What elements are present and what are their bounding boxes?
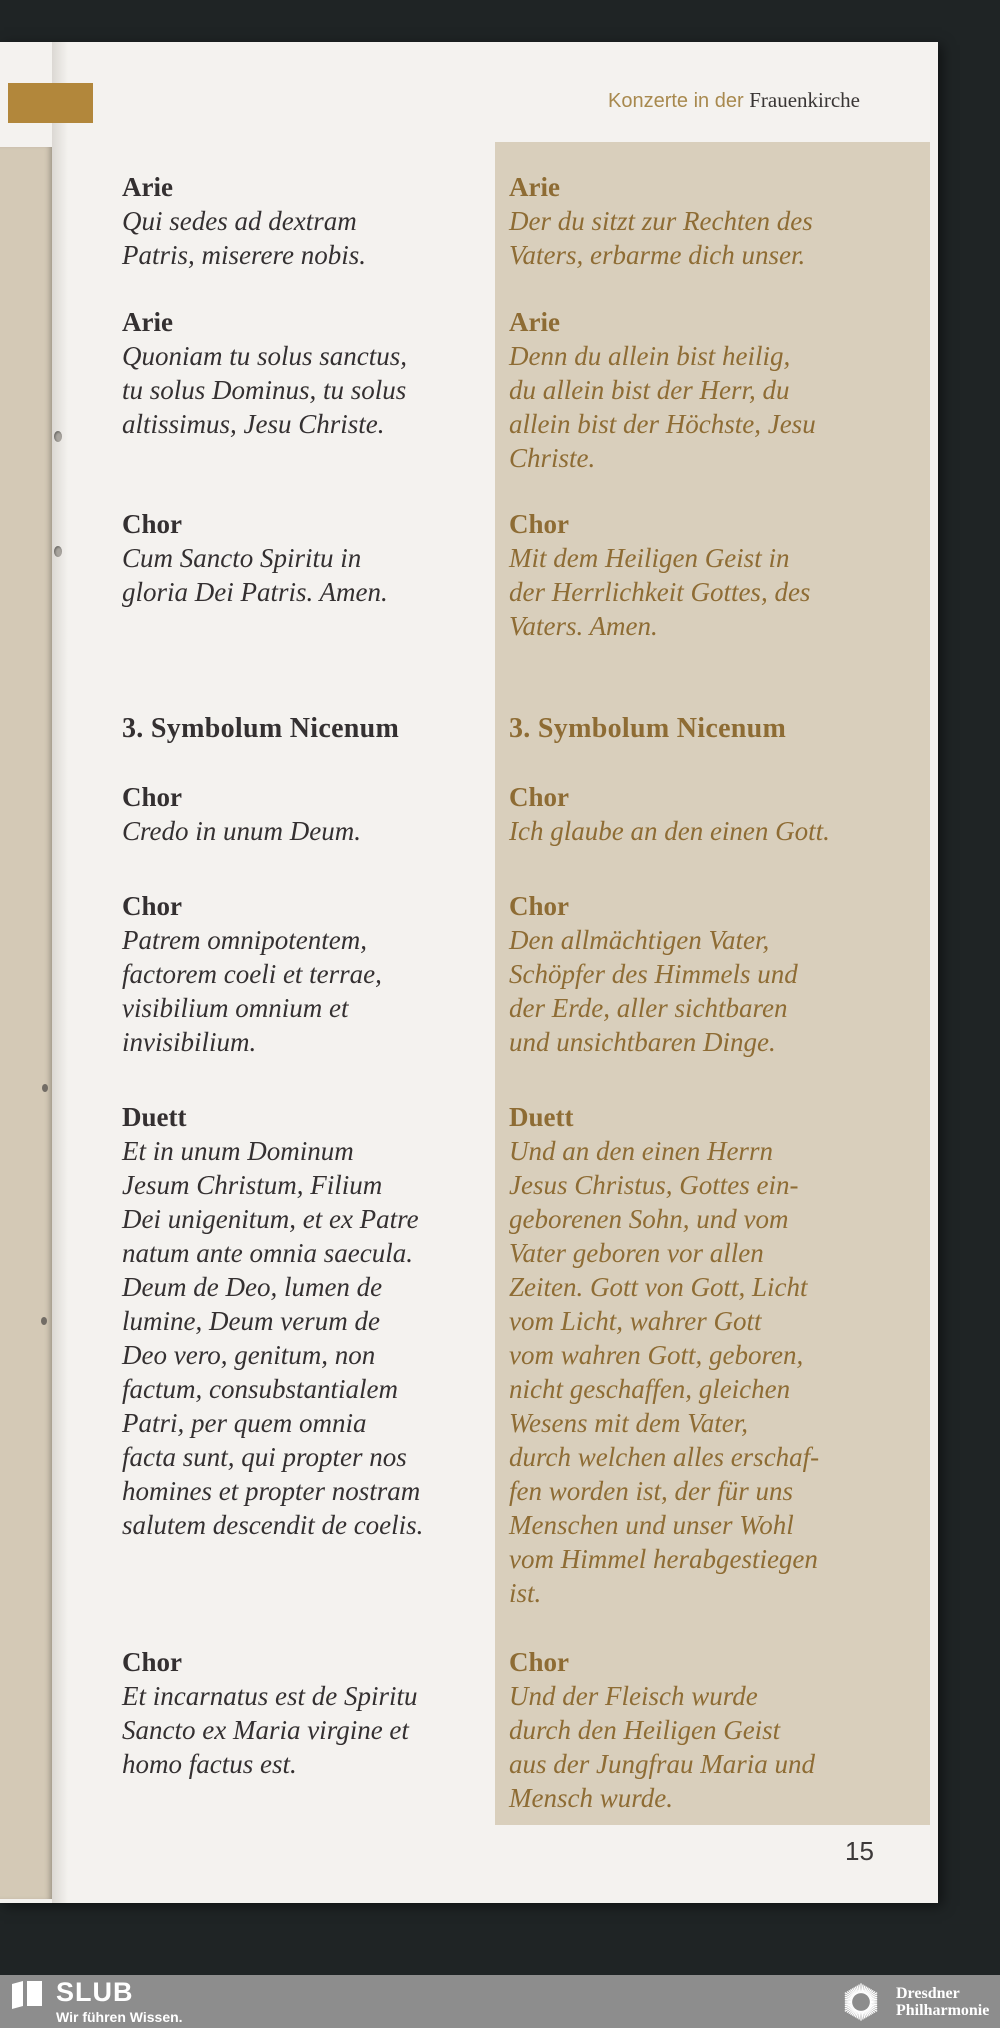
philharmonie-starburst-icon [836, 1977, 886, 2027]
text-line: factorem coeli et terrae, [122, 959, 382, 989]
philharmonie-line1: Dresdner [896, 1985, 960, 2002]
latin-cell [0, 1645, 495, 1781]
text-line: Den allmächtigen Vater, [509, 925, 770, 955]
latin-cell [0, 712, 495, 746]
text-line: Patris, miserere nobis. [122, 240, 366, 270]
text-line: Vaters, erbarme dich unser. [509, 240, 806, 270]
text-line: Et in unum Dominum [122, 1136, 354, 1166]
text-line: geborenen Sohn, und vom [509, 1204, 789, 1234]
text-line: factum, consubstantialem [122, 1374, 398, 1404]
page-corner-ornament [8, 83, 93, 123]
voice-label: Chor [122, 509, 182, 539]
text-line: homines et propter nostram [122, 1476, 421, 1506]
voice-label: Duett [509, 1102, 574, 1132]
text-line: Vaters. Amen. [509, 611, 658, 641]
voice-label: Chor [509, 1647, 569, 1677]
text-line: natum ante omnia saecula. [122, 1238, 413, 1268]
voice-label: Arie [509, 172, 560, 202]
text-line: Credo in unum Deum. [122, 816, 361, 846]
text-line: invisibilium. [122, 1027, 257, 1057]
voice-label: Chor [509, 891, 569, 921]
text-line: Christe. [509, 443, 596, 473]
text-line: gloria Dei Patris. Amen. [122, 577, 388, 607]
german-cell [495, 305, 930, 475]
text-line: Menschen und unser Wohl [509, 1510, 794, 1540]
text-line: aus der Jungfrau Maria und [509, 1749, 815, 1779]
text-line: visibilium omnium et [122, 993, 349, 1023]
program-row [0, 1100, 938, 1610]
voice-label: Chor [122, 1647, 182, 1677]
text-line: Cum Sancto Spiritu in [122, 543, 362, 573]
slub-book-icon [10, 1980, 44, 2025]
latin-cell [0, 889, 495, 1059]
text-line: vom Licht, wahrer Gott [509, 1306, 762, 1336]
text-line: Qui sedes ad dextram [122, 206, 357, 236]
program-row [0, 712, 938, 746]
text-line: Mensch wurde. [509, 1783, 673, 1813]
slub-tagline: Wir führen Wissen. [56, 2009, 183, 2025]
text-line: homo factus est. [122, 1749, 297, 1779]
text-line: lumine, Deum verum de [122, 1306, 380, 1336]
german-cell [495, 780, 930, 848]
voice-label: 3. Symbolum Nicenum [122, 713, 400, 744]
text-line: tu solus Dominus, tu solus [122, 375, 407, 405]
philharmonie-text-block [896, 1985, 989, 2019]
voice-label: Duett [122, 1102, 187, 1132]
german-cell [495, 712, 930, 746]
text-line: Ich glaube an den einen Gott. [509, 816, 830, 846]
text-line: durch den Heiligen Geist [509, 1715, 781, 1745]
running-header-prefix: Konzerte in der [608, 90, 750, 112]
text-line: Dei unigenitum, et ex Patre [122, 1204, 419, 1234]
text-line: Quoniam tu solus sanctus, [122, 341, 408, 371]
text-line: fen worden ist, der für uns [509, 1476, 794, 1506]
page-number: 15 [845, 1836, 874, 1866]
german-cell [495, 170, 930, 272]
text-line: Und der Fleisch wurde [509, 1681, 758, 1711]
text-line: ist. [509, 1578, 542, 1608]
text-line: Mit dem Heiligen Geist in [509, 543, 790, 573]
philharmonie-line2: Philharmonie [896, 2002, 990, 2019]
slub-logo[interactable] [10, 1977, 183, 2025]
text-line: und unsichtbaren Dinge. [509, 1027, 776, 1057]
text-columns [0, 142, 938, 1815]
scanned-page [0, 42, 938, 1903]
text-line: durch welchen alles erschaf- [509, 1442, 820, 1472]
voice-label: Arie [122, 172, 173, 202]
program-row [0, 305, 938, 475]
text-line: Sancto ex Maria virgine et [122, 1715, 409, 1745]
text-line: Und an den einen Herrn [509, 1136, 773, 1166]
text-line: Zeiten. Gott von Gott, Licht [509, 1272, 808, 1302]
text-line: der Herrlichkeit Gottes, des [509, 577, 811, 607]
latin-cell [0, 507, 495, 609]
program-row [0, 507, 938, 643]
text-line: Jesus Christus, Gottes ein- [509, 1170, 799, 1200]
program-row [0, 889, 938, 1059]
text-line: nicht geschaffen, gleichen [509, 1374, 791, 1404]
text-line: Et incarnatus est de Spiritu [122, 1681, 418, 1711]
program-row [0, 170, 938, 272]
voice-label: Arie [509, 307, 560, 337]
latin-cell [0, 780, 495, 848]
text-line: der Erde, aller sichtbaren [509, 993, 788, 1023]
german-cell [495, 1100, 930, 1610]
viewer-footer [0, 1975, 1000, 2028]
voice-label: Chor [122, 782, 182, 812]
german-cell [495, 507, 930, 643]
text-line: du allein bist der Herr, du [509, 375, 790, 405]
text-line: allein bist der Höchste, Jesu [509, 409, 816, 439]
text-line: altissimus, Jesu Christe. [122, 409, 385, 439]
text-line: vom wahren Gott, geboren, [509, 1340, 804, 1370]
running-header [608, 88, 860, 113]
text-line: Wesens mit dem Vater, [509, 1408, 748, 1438]
text-line: Der du sitzt zur Rechten des [509, 206, 813, 236]
german-cell [495, 1645, 930, 1815]
latin-cell [0, 1100, 495, 1542]
text-line: Denn du allein bist heilig, [509, 341, 791, 371]
voice-label: Chor [122, 891, 182, 921]
text-line: Deum de Deo, lumen de [122, 1272, 383, 1302]
voice-label: Chor [509, 782, 569, 812]
text-line: Jesum Christum, Filium [122, 1170, 383, 1200]
running-header-title: Frauenkirche [749, 88, 860, 112]
voice-label: Chor [509, 509, 569, 539]
text-line: vom Himmel herabgestiegen [509, 1544, 818, 1574]
text-line: facta sunt, qui propter nos [122, 1442, 407, 1472]
latin-cell [0, 305, 495, 441]
text-line: salutem descendit de coelis. [122, 1510, 424, 1540]
text-line: Patrem omnipotentem, [122, 925, 367, 955]
text-line: Vater geboren vor allen [509, 1238, 764, 1268]
text-line: Schöpfer des Himmels und [509, 959, 798, 989]
voice-label: Arie [122, 307, 173, 337]
slub-text-block [56, 1977, 183, 2025]
text-line: Deo vero, genitum, non [122, 1340, 376, 1370]
text-line: Patri, per quem omnia [122, 1408, 367, 1438]
slub-name: SLUB [56, 1977, 134, 2007]
program-row [0, 780, 938, 848]
voice-label: 3. Symbolum Nicenum [509, 713, 787, 744]
german-cell [495, 889, 930, 1059]
philharmonie-logo[interactable] [836, 1977, 989, 2027]
program-row [0, 1645, 938, 1815]
latin-cell [0, 170, 495, 272]
